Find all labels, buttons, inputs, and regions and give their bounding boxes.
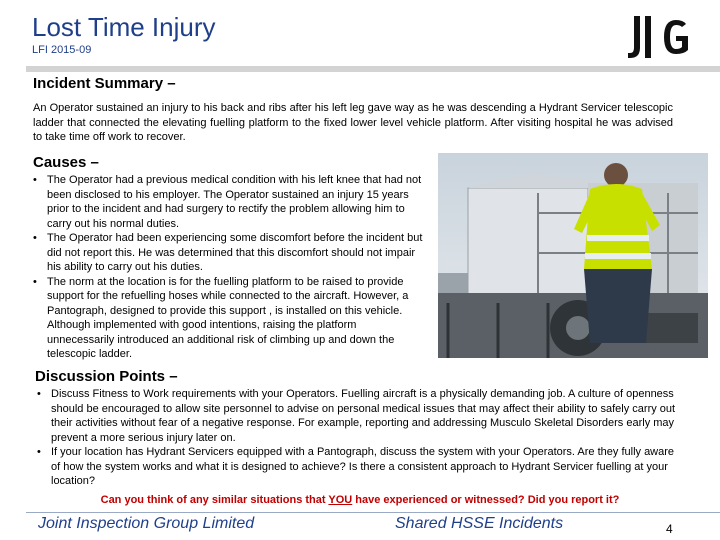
bullet-icon: • [37,388,41,400]
incident-summary-text: An Operator sustained an injury to his back and ribs after his left leg gave way as he was descending a Hydrant Servicer telescopic ladder that connected the elevating fuelling platform to the fixed lower level vehicle platform. After visiting hospital he was advised to take time off work to recover. [33,102,673,143]
header-divider [26,66,720,72]
page-title: Lost Time Injury [32,12,216,42]
incident-reference: LFI 2015-09 [32,44,92,56]
footer-series-title: Shared HSSE Incidents [395,515,564,532]
causes-heading: Causes – [33,154,99,171]
discussion-points-heading: Discussion Points – [35,368,178,385]
cause-text: The Operator had a previous medical condition with his left knee that had not been disclosed to his employer. The Operator sustained an injury 15 years prior to the incident and had surgery to rectify the problem allowing him to carry out his normal duties. [47,174,422,230]
bullet-icon: • [33,232,37,244]
list-item [33,231,423,275]
list-item [37,445,685,489]
reflection-question: Can you think of any similar situations that YOU have experienced or witnessed? Did you report it? [100,494,620,506]
discussion-text: If your location has Hydrant Servicers equipped with a Pantograph, discuss the system with your Operators. Are they fully aware of how the system works and what it is designed to achieve? Is there a consistent approach to Hydrant Servicer fuelling at your location? [51,446,675,487]
incident-summary-heading: Incident Summary – [33,75,176,92]
footer-organisation: Joint Inspection Group Limited [38,515,255,532]
cause-text: The norm at the location is for the fuelling platform to be raised to provide support for the refuelling hoses while connected to the aircraft. However, a Pantograph, designed to provide this support , is installed on this vehicle. Although implemented with good intentions, raising the platform unnecessarily introduced an additional risk of climbing up and down the telescopic ladder. [47,275,409,360]
list-item [33,173,423,231]
discussion-text: Discuss Fitness to Work requirements with your Operators. Fuelling aircraft is a physically demanding job. A culture of openness should be encouraged to allow site personnel to advise on personal medical issues that may affect their ability to safely carry out their activities without fear of a negative response. For example, reporting and addressing Musculo Skeletal Disorders early may prevent a more serious injury later on. [51,388,676,444]
footer-divider [26,512,720,513]
bullet-icon: • [37,446,41,458]
jig-logo [626,10,696,62]
bullet-icon: • [33,174,37,186]
emphasis-you: YOU [328,494,353,506]
causes-list [33,173,423,362]
discussion-list [37,387,685,489]
list-item [33,275,423,362]
page-number: 4 [666,522,673,536]
incident-photo [438,153,708,358]
list-item [37,387,685,445]
cause-text: The Operator had been experiencing some discomfort before the incident but did not report this. He was determined that this discomfort should not impair his ability to carry out his duties. [47,232,423,273]
bullet-icon: • [33,275,37,288]
